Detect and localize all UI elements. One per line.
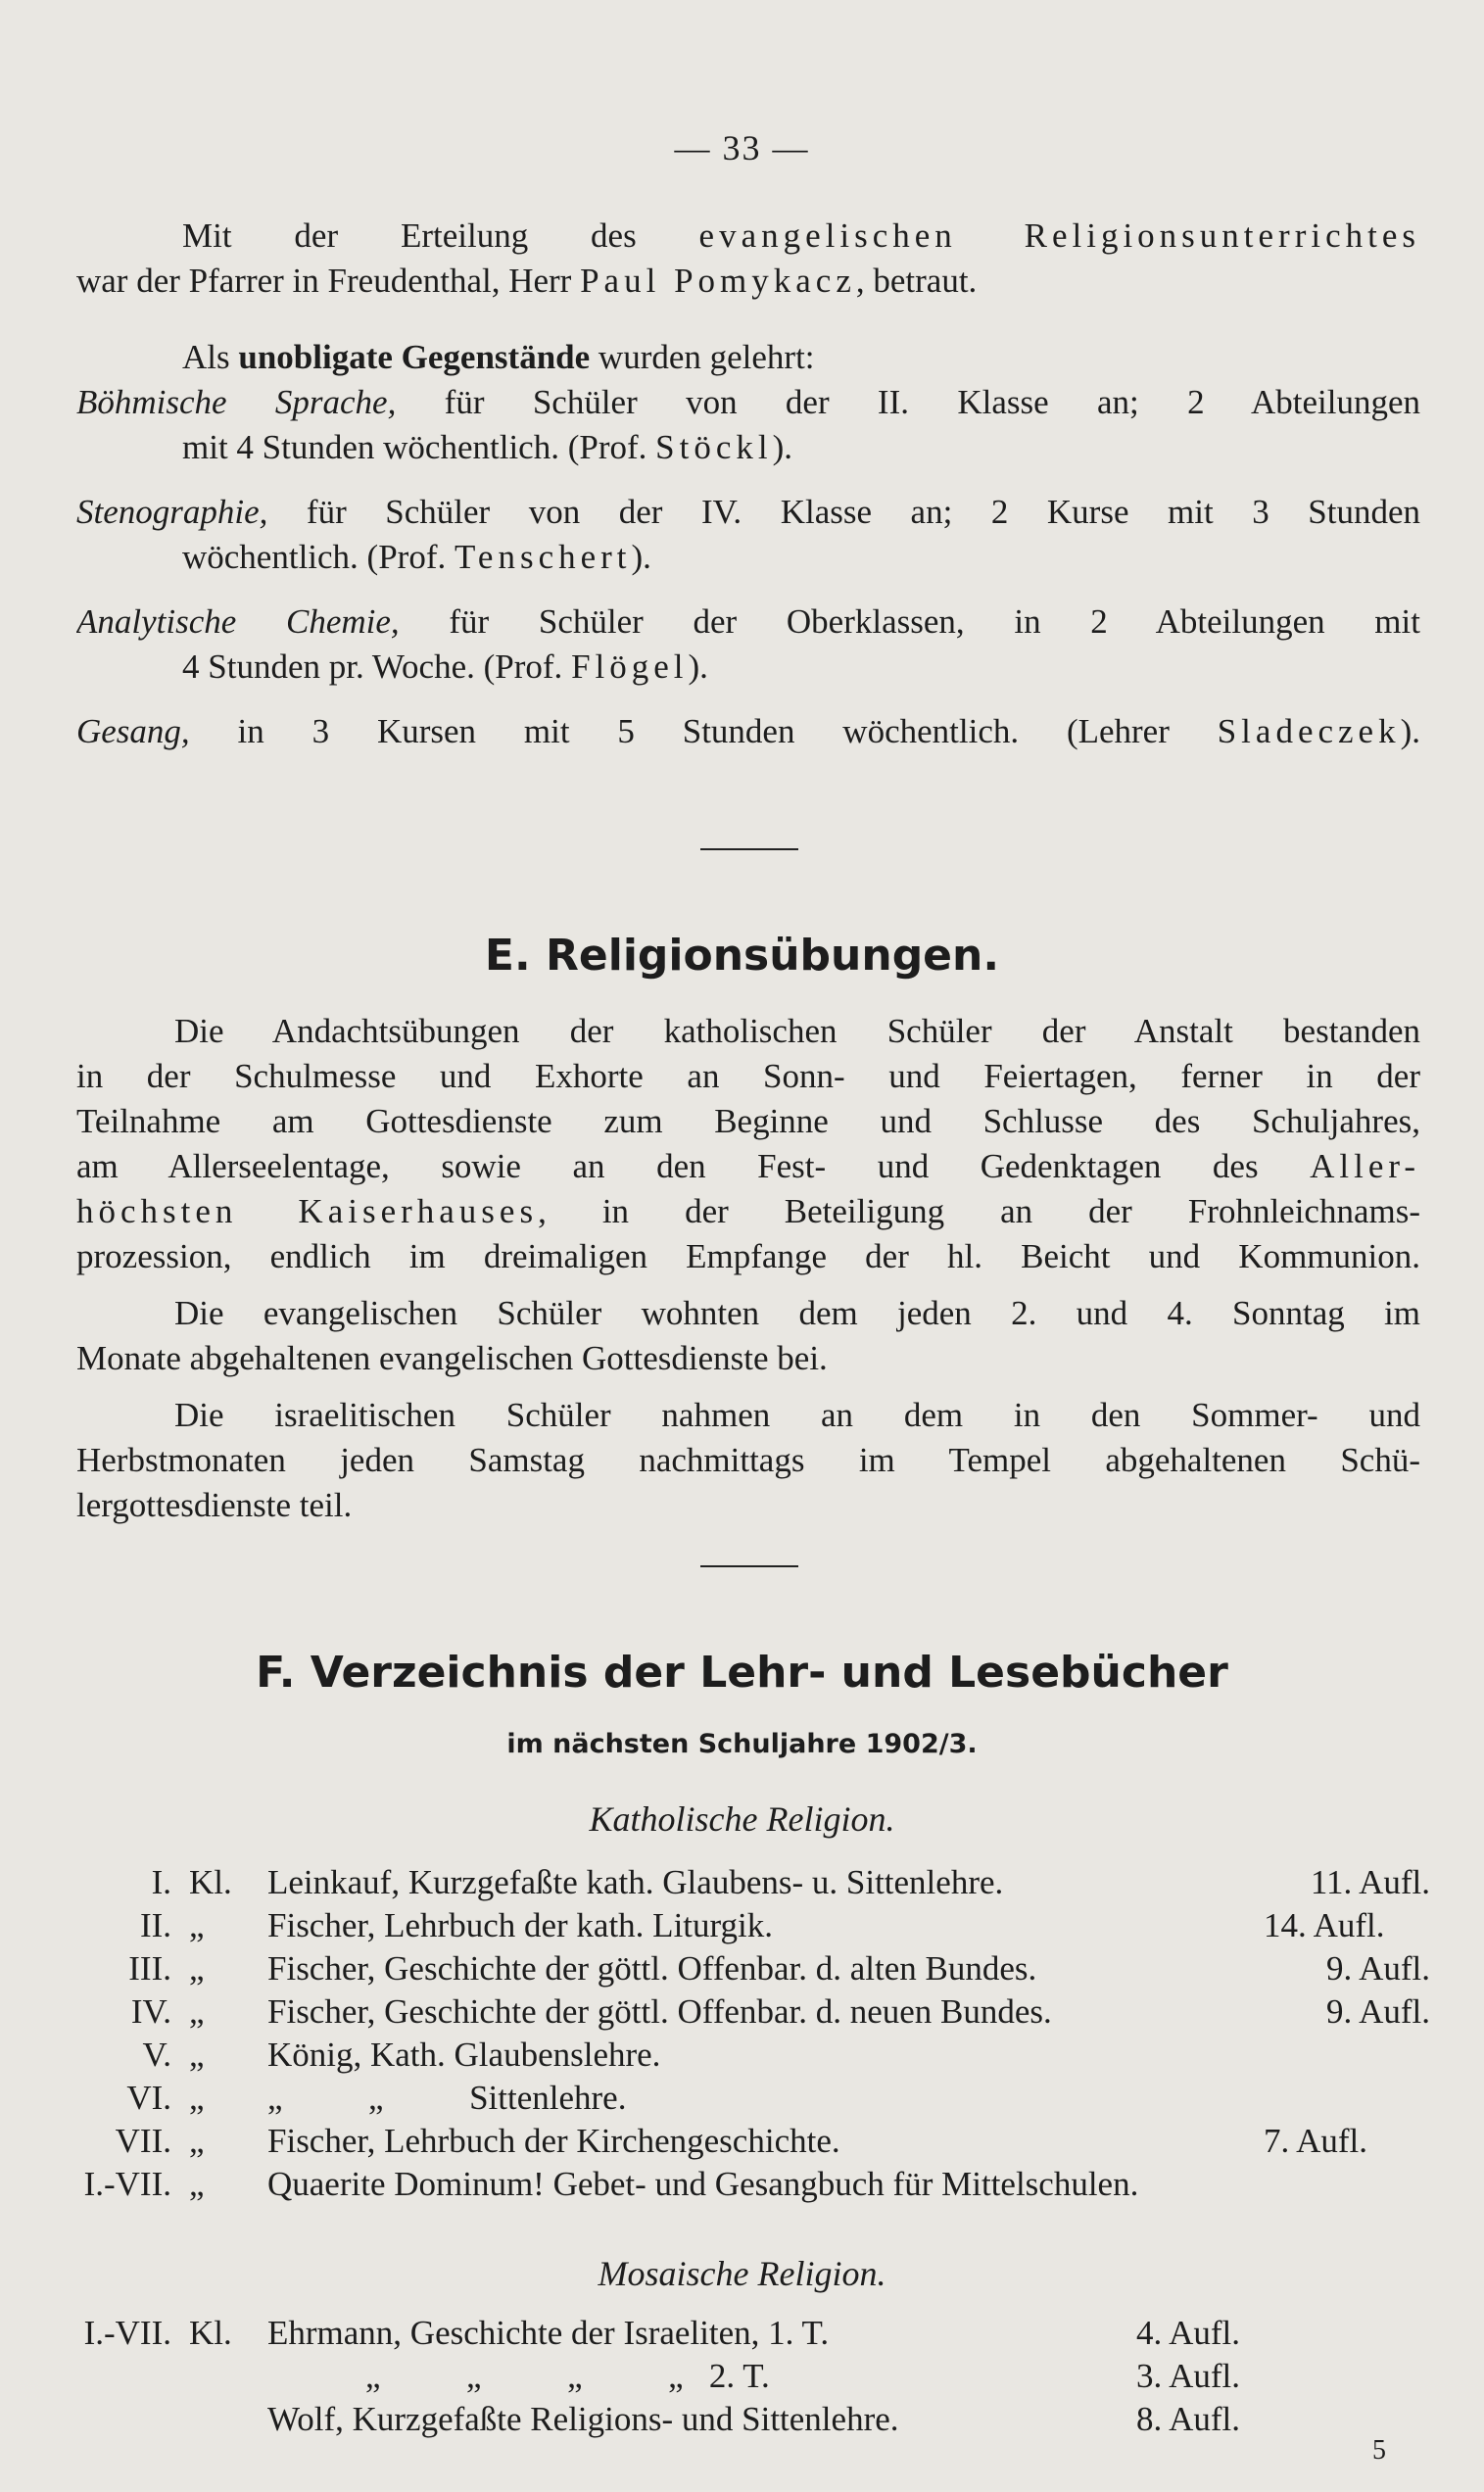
intro-paragraph <box>76 214 1420 304</box>
table-row: I.-VII. „ Quaerite Dominum! Gebet- und Gesangbuch für Mittelschulen. <box>83 2165 1139 2203</box>
page-number: — 33 — <box>674 128 810 168</box>
table-row: Wolf, Kurzgefaßte Religions- und Sittenlehre. 8. Aufl. <box>267 2400 1240 2438</box>
table-row: VI. „ „ „ Sittenlehre. <box>126 2079 627 2117</box>
optional-item-stenography: Stenographie, für Schüler von der IV. Klasse an; 2 Kurse mit 3 Stunden wöchentlich. (Prof. Tenschert). <box>76 493 1420 576</box>
optional-item-chemistry: Analytische Chemie, für Schüler der Oberklassen, in 2 Abteilungen mit 4 Stunden pr. Woche. (Prof. Flögel). <box>76 602 1420 686</box>
optional-subjects <box>76 335 1420 754</box>
divider-1 <box>700 848 798 850</box>
optional-item-bohemian: Böhmische Sprache, für Schüler von der II. Klasse an; 2 Abteilungen mit 4 Stunden wöchentlich. (Prof. Stöckl). <box>76 383 1420 466</box>
intro-line-2: war der Pfarrer in Freudenthal, Herr Paul Pomykacz, betraut. <box>76 262 978 300</box>
table-row: VII. „ Fischer, Lehrbuch der Kirchengeschichte. 7. Aufl. <box>115 2122 1367 2160</box>
section-e-paragraph-2: Die evangelischen Schüler wohnten dem jeden 2. und 4. Sonntag im Monate abgehaltenen evangelischen Gottesdienste bei. <box>76 1294 1420 1377</box>
mosaic-religion-title: Mosaische Religion. <box>598 2254 886 2293</box>
table-row: III. „ Fischer, Geschichte der göttl. Offenbar. d. alten Bundes. 9. Aufl. <box>128 1949 1430 1988</box>
section-f-heading: F. Verzeichnis der Lehr- und Lesebücher <box>256 1648 1228 1698</box>
optional-item-singing: Gesang, in 3 Kursen mit 5 Stunden wöchentlich. (Lehrer Sladeczek). <box>76 712 1420 750</box>
catholic-religion-title: Katholische Religion. <box>589 1799 895 1839</box>
mosaic-books-table <box>39 2314 1430 2443</box>
section-e-paragraph-1: Die Andachtsübungen der katholischen Schüler der Anstalt bestanden in der Schulmesse und Exhorte an Sonn- und Feiertagen, ferner in der Teilnahme am Gottesdienste zum Beginne und Schlusse des Schuljahres, am Allerseelentage, sowie an den Fest- und Gedenktagen des Aller- höchsten Kaiserhauses, in der Beteiligung an der Frohnleichnams- prozession, endlich im dreimaligen Empfange der hl. Beicht und Kommunion. <box>76 1012 1420 1275</box>
signature-mark: 5 <box>1372 2435 1386 2466</box>
intro-line-1: Mit der Erteilung des evangelischen Religionsunterrichtes <box>182 216 1420 255</box>
divider-2 <box>700 1565 798 1567</box>
catholic-books-table <box>39 1863 1430 2208</box>
table-row: „ „ „ „ 2. T. 3. Aufl. <box>365 2357 1240 2395</box>
section-f-subheading: im nächsten Schuljahre 1902/3. <box>506 1729 978 1759</box>
table-row: V. „ König, Kath. Glaubenslehre. <box>142 2036 661 2074</box>
section-e-heading: E. Religionsübungen. <box>484 931 1000 981</box>
table-row: I. Kl. Leinkauf, Kurzgefaßte kath. Glaubens- u. Sittenlehre. 11. Aufl. <box>151 1863 1430 1901</box>
table-row: I.-VII. Kl. Ehrmann, Geschichte der Israeliten, 1. T. 4. Aufl. <box>83 2314 1240 2352</box>
optional-lead: Als unobligate Gegenstände wurden gelehrt: <box>182 338 815 376</box>
section-e-paragraph-3: Die israelitischen Schüler nahmen an dem in den Sommer- und Herbstmonaten jeden Samstag nachmittags im Tempel abgehaltenen Schü- lergottesdienste teil. <box>76 1396 1420 1524</box>
table-row: II. „ Fischer, Lehrbuch der kath. Liturgik. 14. Aufl. <box>139 1906 1385 1944</box>
table-row: IV. „ Fischer, Geschichte der göttl. Offenbar. d. neuen Bundes. 9. Aufl. <box>130 1992 1430 2031</box>
